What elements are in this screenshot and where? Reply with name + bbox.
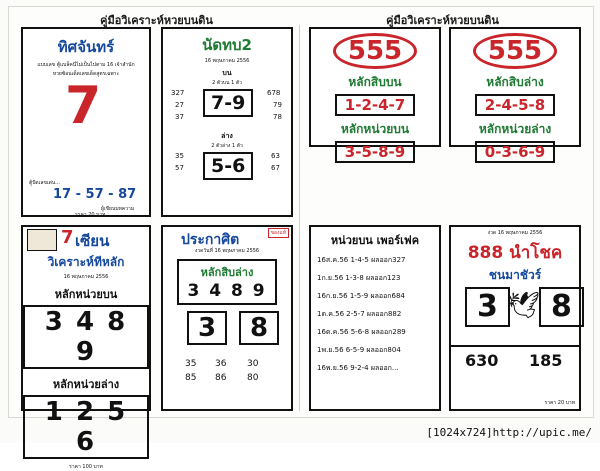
tidjan-price: ราคา 20 บาท [75,212,106,218]
namchok-date: งวด 16 พฤษภาคม 2556 [487,230,543,236]
natnob-top-left-1: 27 [175,101,184,109]
namchok-bottom-left: 630 [465,351,499,370]
natnob-date: 16 พฤษภาคม 2556 [204,58,250,64]
namchok-subtitle: ชนมาชัวร์ [488,268,542,282]
prakit-corner-badge: ของแท้ [268,228,289,238]
natnob-top-right-1: 79 [273,101,282,109]
perfect-row: 1ก.ย.56 1-3-8 ผลออก123 [317,274,401,282]
tidjan-result: 17 - 57 - 87 [53,187,137,202]
namchok-right-big: 8 [539,287,584,327]
natnob-top-right-2: 78 [273,113,282,121]
sien-title: เซียน [75,232,110,250]
card-perfect[interactable] [309,225,441,411]
natnob-bottom-main: 5-6 [203,152,253,180]
c555-right-big: 555 [473,33,557,69]
natnob-top-main: 7-9 [203,89,253,117]
sien-date: 16 พฤษภาคม 2556 [63,274,109,280]
natnob-top-left-2: 37 [175,113,184,121]
c555-left-row1-label: หลักสิบบน [348,75,402,89]
perfect-row: 1ต.ค.56 2-5-7 ผลออก882 [317,310,402,318]
perfect-title: หน่วยบน เพอร์เฟค [330,234,420,247]
card-namchok[interactable] [449,225,581,411]
card-tidjan[interactable] [21,27,151,217]
c555-left-big: 555 [333,33,417,69]
perfect-row: 16ก.ย.56 1-5-9 ผลออก684 [317,292,405,300]
tidjan-signature: ผู้เขียนบทความ [101,206,135,212]
namchok-title: 888 นำโชค [467,243,563,263]
prakit-panel-value: 3 4 8 9 [187,281,267,301]
natnob-section-top: บน [222,69,232,77]
column-divider [299,25,300,411]
perfect-row: 16พ.ย.56 9-2-4 ผลออก... [317,364,399,372]
prakit-date: งวดวันที่ 16 พฤษภาคม 2556 [194,248,260,254]
c555-left-row1-value: 1-2-4-7 [335,94,415,116]
perfect-row-list [311,255,439,374]
sien-label1: หลักหน่วยบน [54,288,118,301]
natnob-section-bottom: ล่าง [221,132,233,140]
natnob-bottom-left-1: 57 [175,164,184,172]
c555-right-row2-value: 0-3-6-9 [475,141,555,163]
c555-right-row2-label: หลักหน่วยล่าง [478,122,552,136]
prakit-grid-1-0: 85 [185,373,197,383]
sien-value1: 3 4 8 9 [23,305,149,369]
sien-price: ราคา 100 บาท [69,464,103,470]
natnob-bottom-right-1: 67 [271,164,280,172]
tidjan-sub2: หวยซ้อนเด็ดเลขเด็ดสูตรเฉพาะ [52,71,120,77]
header-left: คู่มือวิเคราะห์หวยบนดิน [100,14,213,27]
footer-watermark: [1024x724]http://upic.me/ [426,426,592,439]
perfect-row: 1พ.ย.56 6-5-9 ผลออก804 [317,346,401,354]
c555-right-row1-value: 2-4-5-8 [475,94,555,116]
natnob-bottom-left-0: 35 [175,152,184,160]
natnob-top-right-0: 678 [267,89,281,97]
prakit-grid-1-2: 80 [247,373,259,383]
perfect-row: 16ส.ค.56 1-4-5 ผลออก327 [317,256,406,264]
sien-label2: หลักหน่วยล่าง [52,378,120,391]
prakit-grid-0-2: 30 [247,359,259,369]
c555-right-row1-label: หลักสิบล่าง [486,75,544,89]
prakit-title: ประกาศิต [181,232,240,248]
prakit-right-big: 8 [239,311,279,345]
namchok-left-big: 3 [465,287,510,327]
tidjan-sub1: แบบเลข ตู้แบล็คนี่ไม่เป็นไปตาม 16 เจ้าสำนัก [37,62,135,68]
card-seven-sien[interactable] [21,225,151,470]
c555-left-row2-value: 3-5-8-9 [335,141,415,163]
namchok-bottom-right: 185 [529,351,563,370]
prakit-grid-0-1: 36 [215,359,227,369]
tidjan-title: ทิศจันทร์ [57,38,115,56]
sien-emblem-icon [27,229,57,251]
natnob-top-left-0: 327 [171,89,185,97]
natnob-bottom-caption: 2 ตัวล่าง 1 ตัว [211,143,243,149]
header-right: คู่มือวิเคราะห์หวยบนดิน [386,14,499,27]
prakit-panel-label: หลักสิบล่าง [200,266,254,279]
prakit-grid-0-0: 35 [185,359,197,369]
tidjan-big-number: 7 [65,76,102,136]
tidjan-label-left: ตู้ปัดเลขเด่น... [29,180,61,186]
prakit-left-big: 3 [187,311,227,345]
namchok-price: ราคา 20 บาท [544,400,575,406]
natnob-top-caption: 2 ตัวบน 1 ตัว [212,80,242,86]
prakit-grid-1-1: 86 [215,373,227,383]
perfect-row: 16ต.ค.56 5-6-8 ผลออก289 [317,328,406,336]
natnob-bottom-right-0: 63 [271,152,280,160]
sien-subtitle: วิเคราะห์ทีหลัก [47,255,125,269]
card-555-upper[interactable] [309,27,441,161]
dove-icon: 🕊 [507,291,541,321]
sien-badge: 7 [61,227,74,248]
c555-left-row2-label: หลักหน่วยบน [340,122,410,136]
card-natnob[interactable] [161,27,293,217]
natnob-title: นัดทบ2 [202,36,252,54]
sien-value2: 1 2 5 6 [23,395,149,459]
card-prakit[interactable] [161,225,293,411]
card-555-lower[interactable] [449,27,581,161]
